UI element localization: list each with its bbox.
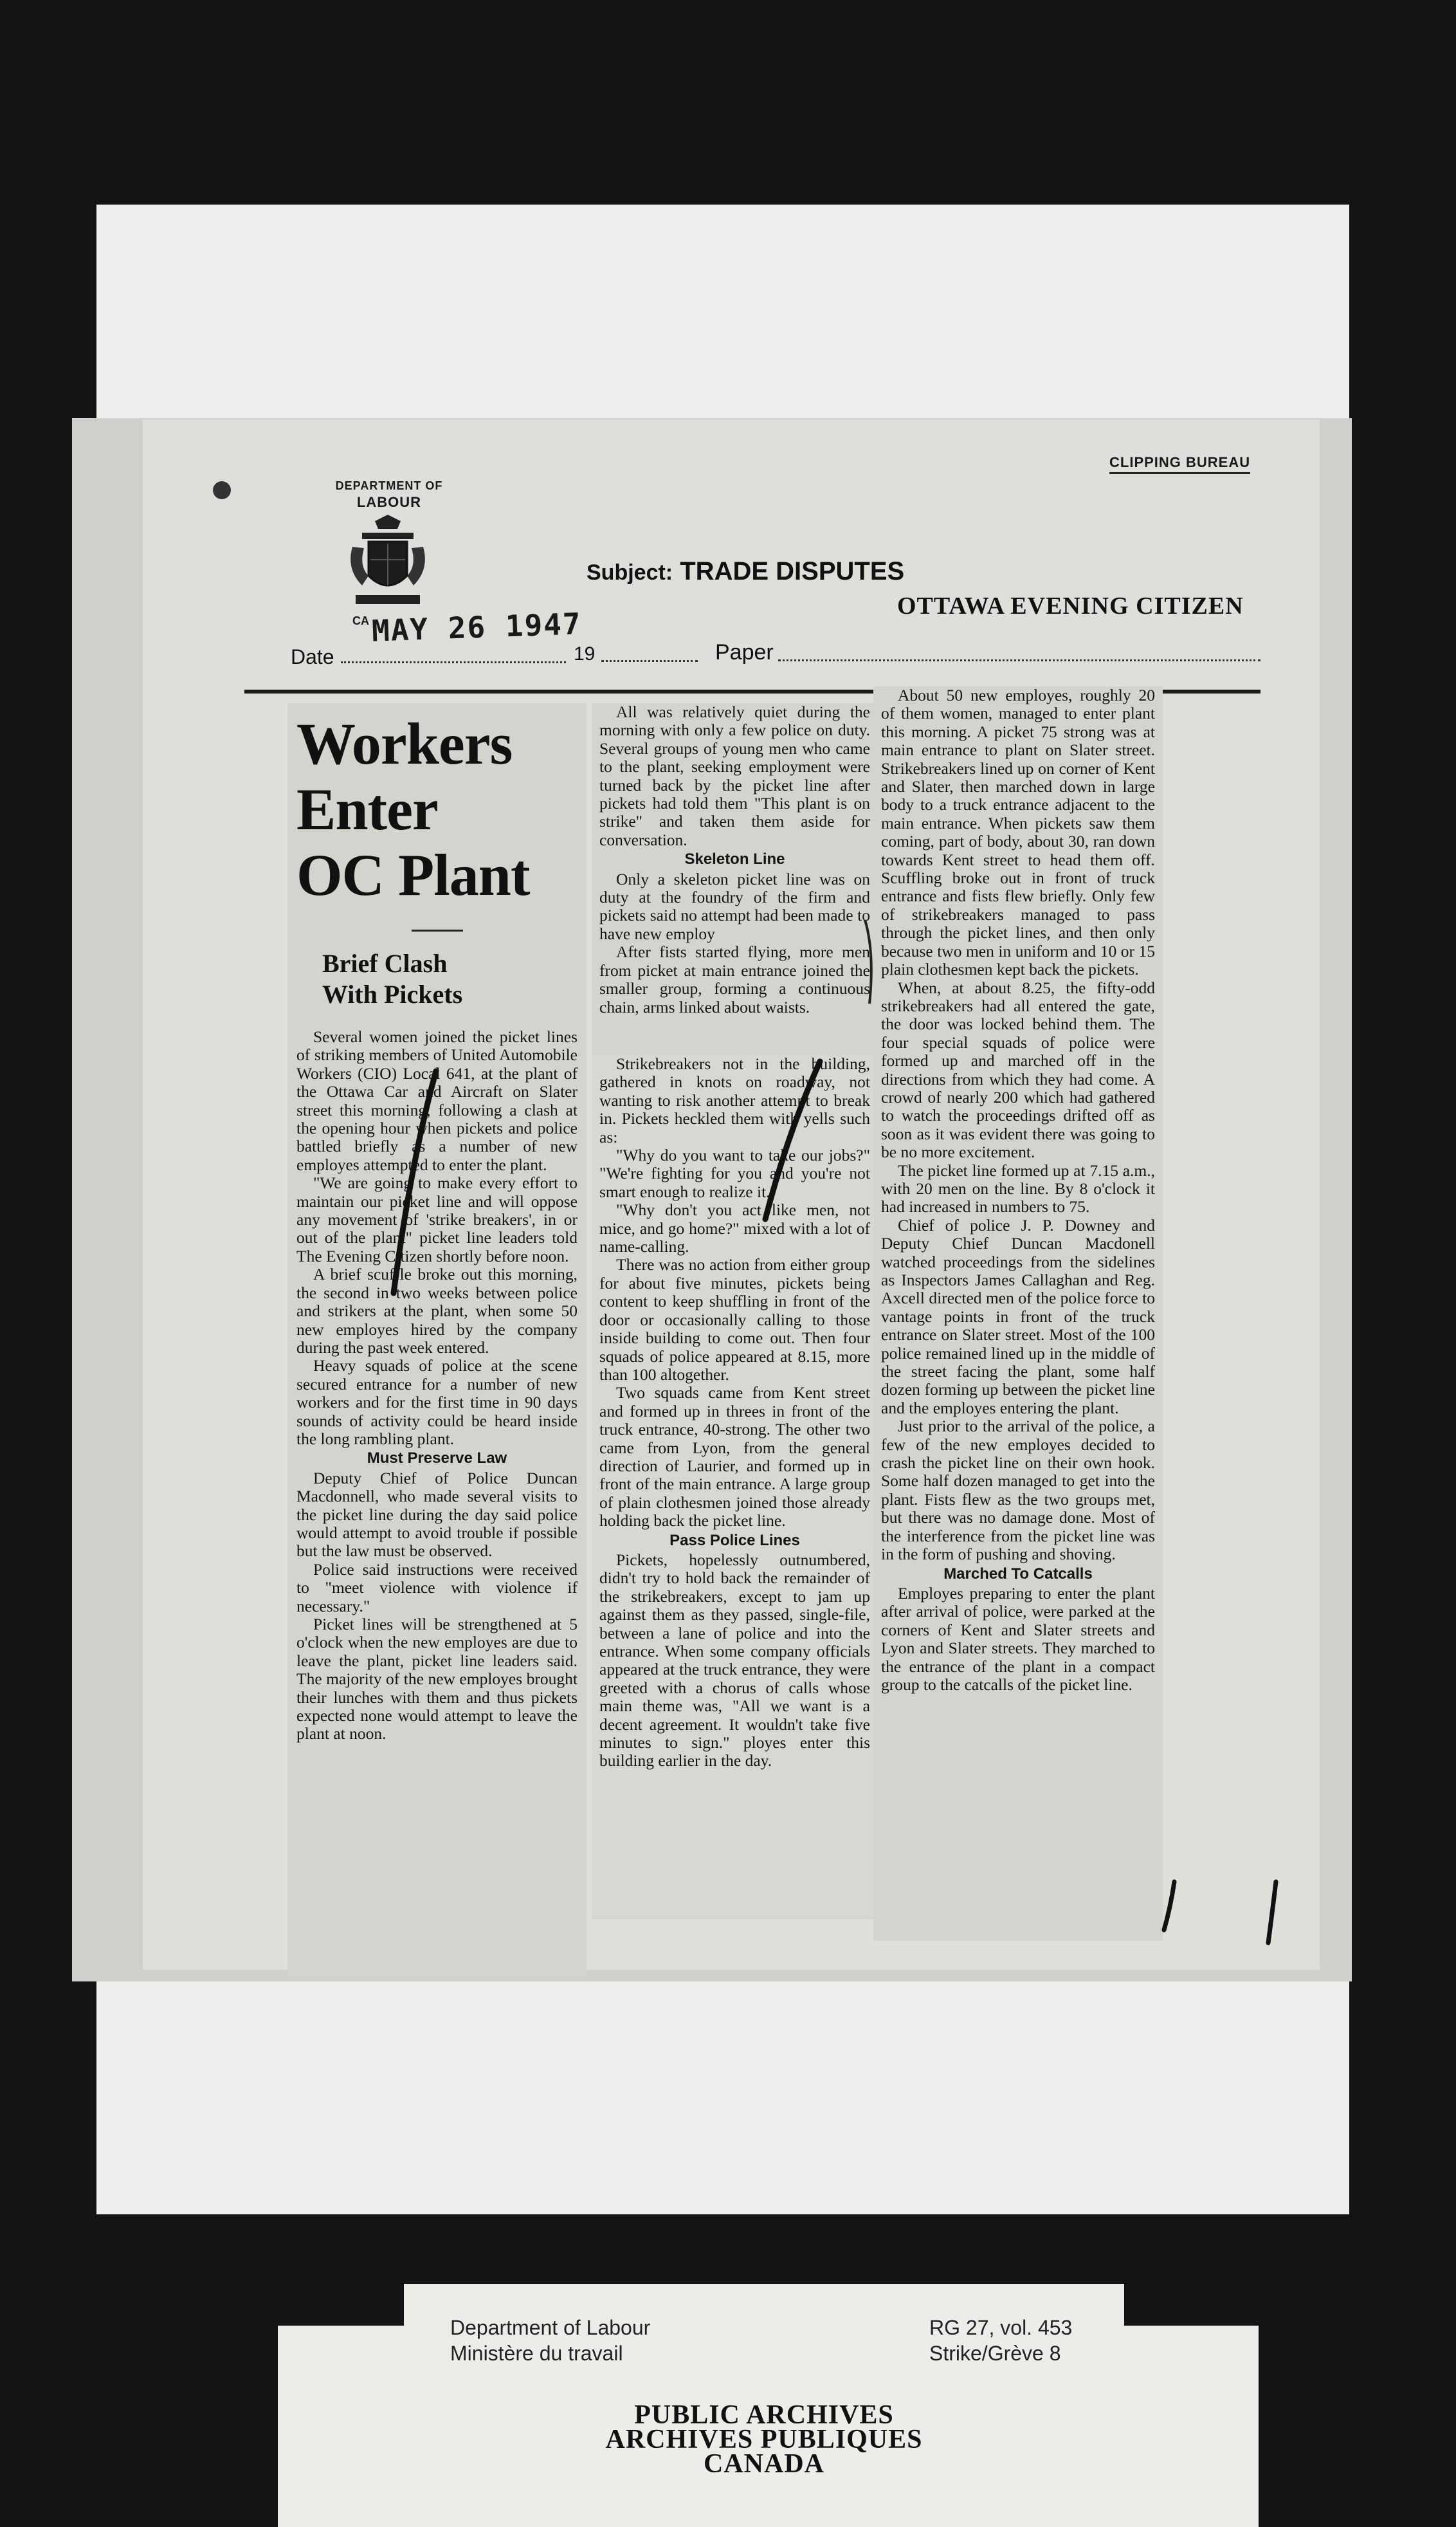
subheading: Pass Police Lines (669, 1531, 800, 1549)
paragraph: All was relatively quiet during the morning with only a few police on duty. Several groups of young men who came to the plant, seeking employment were turned back by the picket line after pickets had told them "This plant is on strike" and taken them aside for conversation. (599, 703, 870, 849)
paragraph: Pickets, hopelessly outnumbered, didn't try to hold back the remainder of the strikebreakers, except to jam up against them as they passed, single-file, between a lane of police and into the entrance. When some company officials appeared at the truck entrance, they were greeted with a chorus of calls whose main theme was, "All we want is a decent agreement. It wouldn't take five minutes to sign." ployes enter this building earlier in the day. (599, 1550, 870, 1770)
paper-field-line (778, 659, 1260, 661)
paragraph: About 50 new employes, roughly 20 of them women, managed to enter plant this morning. A picket 75 strong was at main entrance to plant on Slater street. Strikebreakers lined up on corner of Kent and Slater, then marched down in large body to a truck entrance adjacent to the main entrance. When pickets saw them coming, part of body, about 30, ran down towards Kent street to head them off. Scuffling broke out in front of truck entrance and fists flew briefly. Only few of strikebreakers managed to pass through the picket lines, and then only because two men in uniform and 10 or 15 plain clothesmen kept back the pickets. (881, 686, 1155, 979)
headline-line-1: Workers (296, 711, 513, 776)
archive-reference-2: Strike/Grève 8 (929, 2342, 1061, 2365)
paragraph: Heavy squads of police at the scene secured entrance for a number of new workers and for the first time in 90 days sounds of activity could be heard inside the long rambling plant. (296, 1356, 578, 1448)
paragraph: Chief of police J. P. Downey and Deputy Chief Duncan Macdonell watched proceedings from the sidelines as Inspectors James Callaghan and Reg. Axcell directed men of the police force to vantage points in front of the truck entrance on Slater street. Most of the 100 police remained lined up in the middle of the street facing the plant, some half dozen forming up between the picket line and the employes entering the plant. (881, 1215, 1155, 1417)
paragraph: Two squads came from Kent street and formed up in threes in front of the truck entrance, 40-strong. The other two came from Lyon, from the general direction of Laurier, and formed up in front of the main entrance. A large group of plain clothesmen joined those already holding back the picket line. (599, 1383, 870, 1530)
paragraph: "Why do you want to take our jobs?" "We're fighting for you and you're not smart enough to realize it. (599, 1146, 870, 1201)
archive-dept-en: Department of Labour (450, 2316, 651, 2339)
subject-label: Subject: (587, 560, 673, 585)
subheading: Marched To Catcalls (943, 1565, 1093, 1583)
paragraph: Several women joined the picket lines of striking members of United Automobile Workers (CIO) Local 641, at the plant of the Ottawa Car and Aircraft on Slater street this morning, following a clash at the opening hour when pickets and police battled briefly as a number of new employes attempted to enter the plant. (296, 1027, 578, 1174)
date-field-line (341, 661, 566, 663)
paragraph: A brief scuffle broke out this morning, the second in two weeks between police and strikers at the plant, when some 50 new employes hired by the company during the past week entered. (296, 1265, 578, 1357)
paragraph: Police said instructions were received to "meet violence with violence if necessary." (296, 1559, 578, 1615)
paper-label: Paper (715, 640, 774, 665)
paragraph: Strikebreakers not in the building, gathered in knots on roadway, not wanting to risk another attempt to break in. Pickets heckled them with yells such as: (599, 1055, 870, 1146)
headline-rule (412, 930, 463, 932)
deck-line-1: Brief Clash (322, 949, 448, 978)
year-field-line (601, 660, 698, 662)
archive-title-3: CANADA (704, 2449, 824, 2479)
department-line-2: LABOUR (356, 494, 422, 510)
headline-line-3: OC Plant (296, 842, 530, 908)
archive-dept-fr: Ministère du travail (450, 2342, 623, 2365)
paragraph: Employes preparing to enter the plant after arrival of police, were parked at the corners of Kent and Slater streets and Lyon and Slater streets. They marched to the entrance of the plant in a compact group to the catcalls of the picket line. (881, 1583, 1155, 1694)
department-label (315, 477, 463, 511)
paragraph: After fists started flying, more men from picket at main entrance joined the smaller group, forming a continuous chain, arms linked about waists. (599, 942, 870, 1016)
paragraph: There was no action from either group for about five minutes, pickets being content to keep shuffling in front of the door or occasionally calling to those inside building to come out. Then four squads of police appeared at 8.15, more than 100 altogether. (599, 1255, 870, 1384)
archive-reference-1: RG 27, vol. 453 (929, 2316, 1073, 2339)
paragraph: "We are going to make every effort to maintain our picket line and will oppose any movement of 'strike breakers', in or out of the plant" picket line leaders told The Evening Citizen shortly before noon. (296, 1173, 578, 1265)
subject-value: TRADE DISPUTES (680, 557, 905, 585)
archive-title-2: ARCHIVES PUBLIQUES (605, 2425, 923, 2454)
deck (322, 948, 578, 1010)
year-label: 19 (574, 643, 596, 665)
article-column-2-bottom (592, 1055, 878, 1917)
headline-line-2: Enter (296, 776, 438, 842)
article-column-1 (287, 703, 587, 1977)
canada-label: CA (352, 614, 369, 627)
paragraph: Picket lines will be strengthened at 5 o'clock when the new employes are due to leave the plant, picket line leaders said. The majority of the new employes brought their lunches with them and thus pickets expected none would attempt to leave the plant at noon. (296, 1615, 578, 1743)
subheading: Skeleton Line (684, 850, 785, 868)
date-stamp: MAY 26 1947 (371, 606, 583, 648)
paper-name: OTTAWA EVENING CITIZEN (897, 593, 1244, 620)
subheading: Must Preserve Law (367, 1449, 507, 1467)
deck-line-2: With Pickets (322, 980, 463, 1009)
headline (296, 711, 578, 908)
paragraph: "Why don't you act like men, not mice, and go home?" mixed with a lot of name-calling. (599, 1200, 870, 1256)
paragraph: Just prior to the arrival of the police, a few of the new employes decided to crash the picket line on their own hook. Some half dozen managed to get into the plant. Fists flew as the two groups met, but there was no damage done. Most of the interference from the picket line was in the form of pushing and shoving. (881, 1417, 1155, 1564)
department-line-1: DEPARTMENT OF (335, 479, 443, 492)
archive-title-1: PUBLIC ARCHIVES (634, 2400, 894, 2430)
coat-of-arms-icon (346, 515, 430, 611)
paragraph: Deputy Chief of Police Duncan Macdonnell, who made several visits to the picket line during the day said police would attempt to avoid trouble if possible but the law must be observed. (296, 1468, 578, 1561)
article-column-3 (873, 686, 1163, 1941)
paragraph: When, at about 8.25, the fifty-odd strikebreakers had all entered the gate, the door was locked behind them. The four special squads of police were formed up and marched off in the directions from which they had come. A crowd of nearly 200 which had gathered to watch the proceedings drifted off as soon as it was evident there was going to be no more excitement. (881, 978, 1155, 1162)
clipping-bureau-label: CLIPPING BUREAU (1109, 454, 1250, 474)
date-label: Date (291, 645, 334, 668)
paragraph: The picket line formed up at 7.15 a.m., with 20 men on the line. By 8 o'clock it had increased in numbers to 75. (881, 1161, 1155, 1217)
subject-line (587, 557, 904, 586)
paragraph: Only a skeleton picket line was on duty at the foundry of the firm and pickets said no attempt had been made to have new employ (599, 869, 870, 943)
